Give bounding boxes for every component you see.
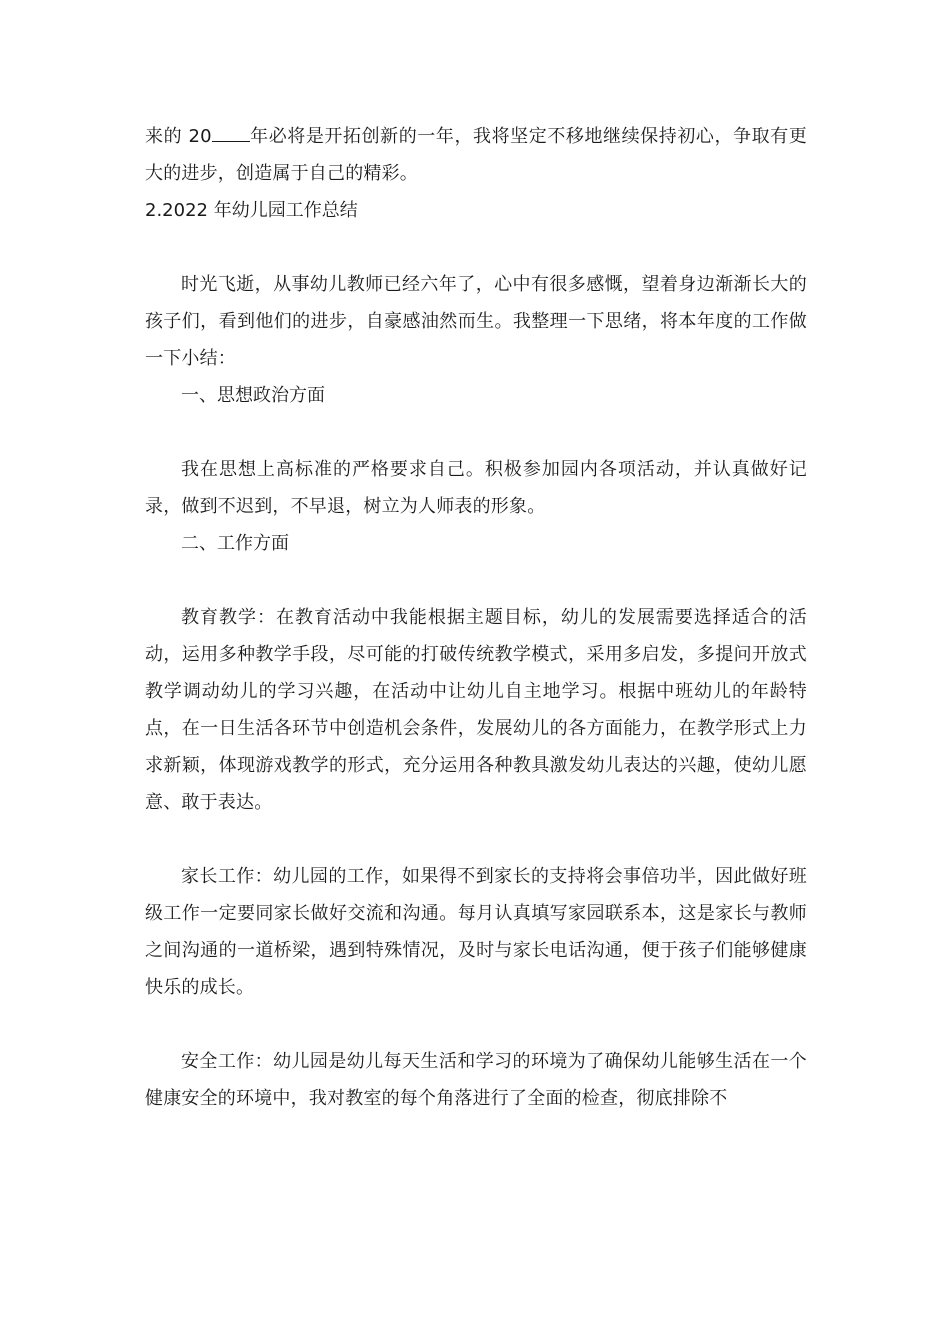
- teaching-paragraph: 教育教学：在教育活动中我能根据主题目标，幼儿的发展需要选择适合的活动，运用多种教学手段，尽可能的打破传统教学模式，采用多启发，多提问开放式教学调动幼儿的学习兴趣，在活动中让幼儿自主地学习。根据中班幼儿的年龄特点，在一日生活各环节中创造机会条件，发展幼儿的各方面能力，在教学形式上力求新颖，体现游戏教学的形式，充分运用各种教具激发幼儿表达的兴趣，使幼儿愿意、敢于表达。: [145, 607, 807, 813]
- opening-text-start: 来的 20: [145, 126, 212, 147]
- ideology-paragraph: 我在思想上高标准的严格要求自己。积极参加园内各项活动，并认真做好记录，做到不迟到，不早退，树立为人师表的形象。: [145, 459, 807, 517]
- opening-text-end: 年必将是开拓创新的一年，我将坚定不移地继续保持初心，争取有更大的进步，创造属于自己的精彩。: [145, 126, 807, 184]
- blank-underline: [212, 125, 250, 142]
- parents-paragraph: 家长工作：幼儿园的工作，如果得不到家长的支持将会事倍功半，因此做好班级工作一定要同家长做好交流和沟通。每月认真填写家园联系本，这是家长与教师之间沟通的一道桥梁，遇到特殊情况，及时与家长电话沟通，便于孩子们能够健康快乐的成长。: [145, 866, 807, 998]
- safety-paragraph: 安全工作：幼儿园是幼儿每天生活和学习的环境为了确保幼儿能够生活在一个健康安全的环境中，我对教室的每个角落进行了全面的检查，彻底排除不: [145, 1051, 807, 1109]
- section-title: 2.2022 年幼儿园工作总结: [145, 200, 358, 221]
- heading-work: 二、工作方面: [181, 533, 289, 554]
- intro-paragraph: 时光飞逝，从事幼儿教师已经六年了，心中有很多感慨，望着身边渐渐长大的孩子们，看到他们的进步，自豪感油然而生。我整理一下思绪，将本年度的工作做一下小结：: [145, 274, 807, 369]
- opening-paragraph: [145, 118, 807, 192]
- heading-ideology: 一、思想政治方面: [181, 385, 325, 406]
- document-page: [145, 118, 807, 1117]
